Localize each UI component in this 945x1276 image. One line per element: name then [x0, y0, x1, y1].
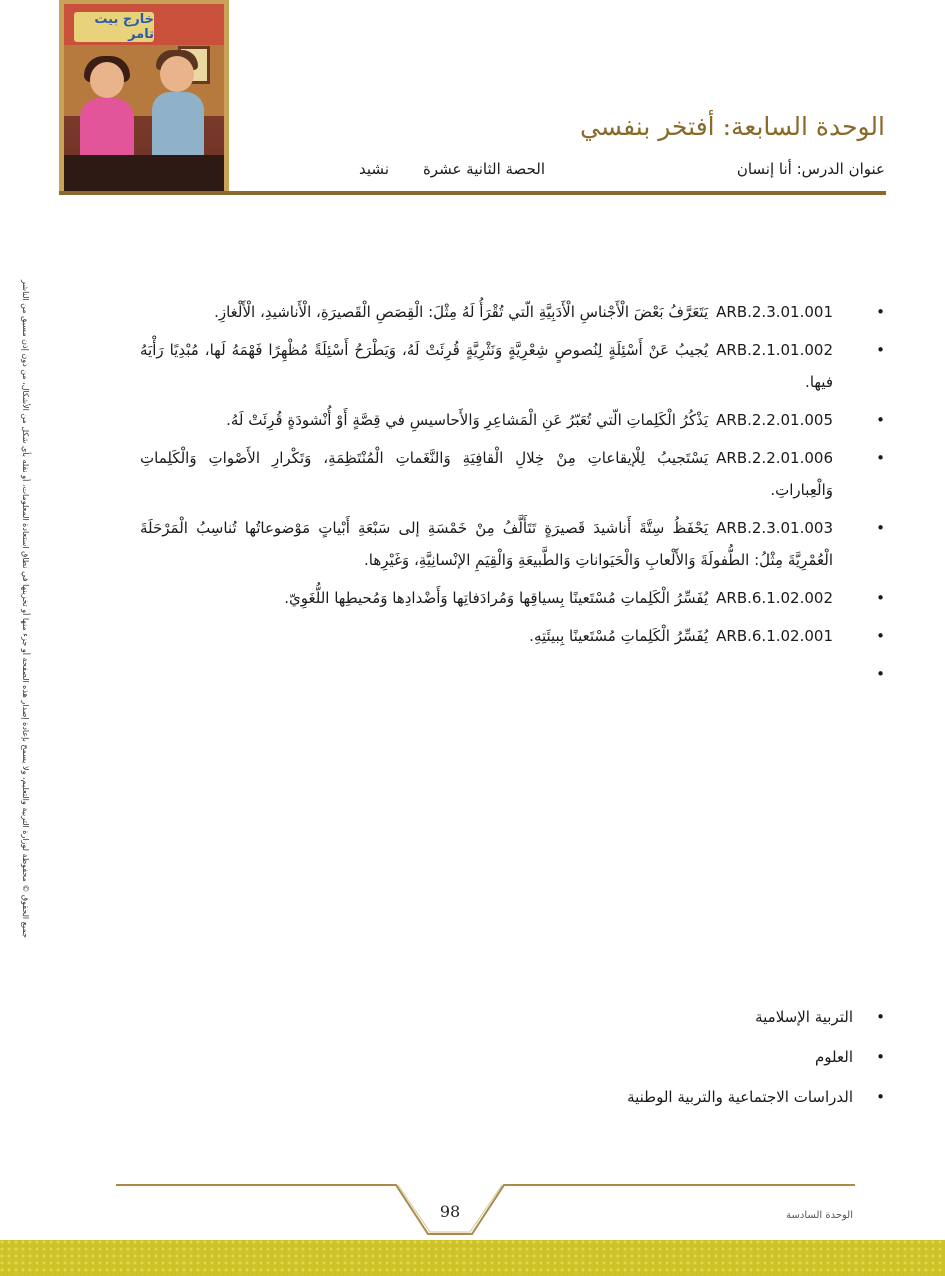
outcome-code: ARB.6.1.02.002 [716, 589, 833, 607]
list-item: • التربية الإسلامية [540, 1002, 885, 1032]
footer-rule-right [510, 1184, 855, 1186]
doll-face-icon [90, 62, 124, 98]
list-item [140, 296, 885, 328]
list-item [140, 582, 885, 614]
cover-title: خارج بيت تامر [74, 12, 154, 42]
outcome-code: ARB.2.1.01.002 [716, 341, 833, 359]
list-item [140, 442, 885, 506]
sofa-icon [64, 155, 224, 191]
cover-picture [64, 4, 224, 191]
list-item [140, 620, 885, 652]
outcome-code: ARB.6.1.02.001 [716, 627, 833, 645]
copyright-note: جميع الحقوق © محفوظة لوزارة التربية والتعليم، ولا يسمح بإعادة إصدار هذه الصفحة أو جزء منها أو تخزينها في نطاق استعادة المعلومات، أو نقله بأي شكل من الأشكال، من دون إذن مسبق من الناشر [21, 280, 30, 938]
outcome-text: يَتَعَرَّفُ بَعْضَ الْأَجْناسِ الْأَدَبِيَّةِ الّتي تُقْرَأُ لَهُ مِثْلَ: الْقِصَصِ الْقَصيرَةِ، الْأَناشيدِ، الْأَلْغازِ. [214, 303, 709, 321]
list-item [140, 404, 885, 436]
outcome-code: ARB.2.2.01.006 [716, 449, 833, 467]
outcome-code: ARB.2.3.01.003 [716, 519, 833, 537]
page-number: 98 [439, 1202, 461, 1221]
outcome-text: يَذْكُرُ الْكَلِماتِ الّتي تُعَبّرُ عَنِ الْمَشاعِرِ وَالأَحاسيسِ في قِصَّةٍ أَوْ أُنْشودَةٍ قُرِئَتْ لَهُ. [226, 411, 709, 429]
outcome-text: يَسْتَجيبُ لِلْإيقاعاتِ مِنْ خِلالِ الْقافِيَةِ وَالنَّغَماتِ الْمُنْتَظِمَةِ، وَتَكْرارِ الأَصْواتِ وَالْكَلِماتِ وَالْعِباراتِ. [140, 449, 833, 499]
outcome-code: ARB.2.2.01.005 [716, 411, 833, 429]
outcome-text: يُفَسِّرُ الْكَلِماتِ مُسْتَعينًا بِسياقِها وَمُرادَفاتِها وَأَضْدادِها وَمُحيطِها اللُّغَوِيّ. [284, 589, 709, 607]
cover-illustration [59, 0, 229, 195]
list-item: • العلوم [540, 1042, 885, 1072]
lesson-title: عنوان الدرس: أنا إنسان [736, 160, 885, 178]
outcome-text: يَحْفَظُ سِتَّةَ أَناشيدَ قَصيرَةٍ تَتَأَلَّفُ مِنْ خَمْسَةِ إلى سَبْعَةِ أَبْياتٍ مَوْضوعاتُها تُناسِبُ الْمَرْحَلَةَ الْعُمْرِيَّةَ مِثْلُ: الطُّفولَةَ وَالأَلْعابِ وَالْحَيَواناتِ وَالطَّبيعَةِ وَالْقِيَمِ الإنْسانِيَّةِ، وَغَيْرِها. [140, 519, 833, 569]
lesson-type: نشيد [359, 160, 389, 178]
outcome-text: يُفَسِّرُ الْكَلِماتِ مُسْتَعينًا بِبيئَتِهِ. [529, 627, 709, 645]
list-item: • الدراسات الاجتماعية والتربية الوطنية [540, 1082, 885, 1112]
lesson-info-row [232, 160, 885, 188]
list-item [140, 512, 885, 576]
lesson-period: الحصة الثانية عشرة [422, 160, 545, 178]
footer-unit-label: الوحدة السادسة [786, 1210, 853, 1221]
learning-outcomes-list [140, 296, 885, 658]
outcome-text: يُجيبُ عَنْ أَسْئِلَةٍ لِنُصوصٍ شِعْرِيَّةٍ وَنَثْرِيَّةٍ قُرِئَتْ لَهُ، وَيَطْرَحُ أَسْئِلَةً مُظْهِرًا فَهْمَهُ لَها، مُبْدِيًا رَأْيَهُ فيها. [140, 341, 833, 391]
footer-rule-left [116, 1184, 391, 1186]
decorative-band [0, 1240, 945, 1276]
page-number-tab [388, 1184, 512, 1238]
outcome-code: ARB.2.3.01.001 [716, 303, 833, 321]
unit-title: الوحدة السابعة: أفتخر بنفسي [580, 112, 885, 141]
list-item [140, 334, 885, 398]
doll-face-icon [160, 56, 194, 92]
subjects-list [540, 1002, 885, 1122]
header-divider [59, 191, 886, 195]
